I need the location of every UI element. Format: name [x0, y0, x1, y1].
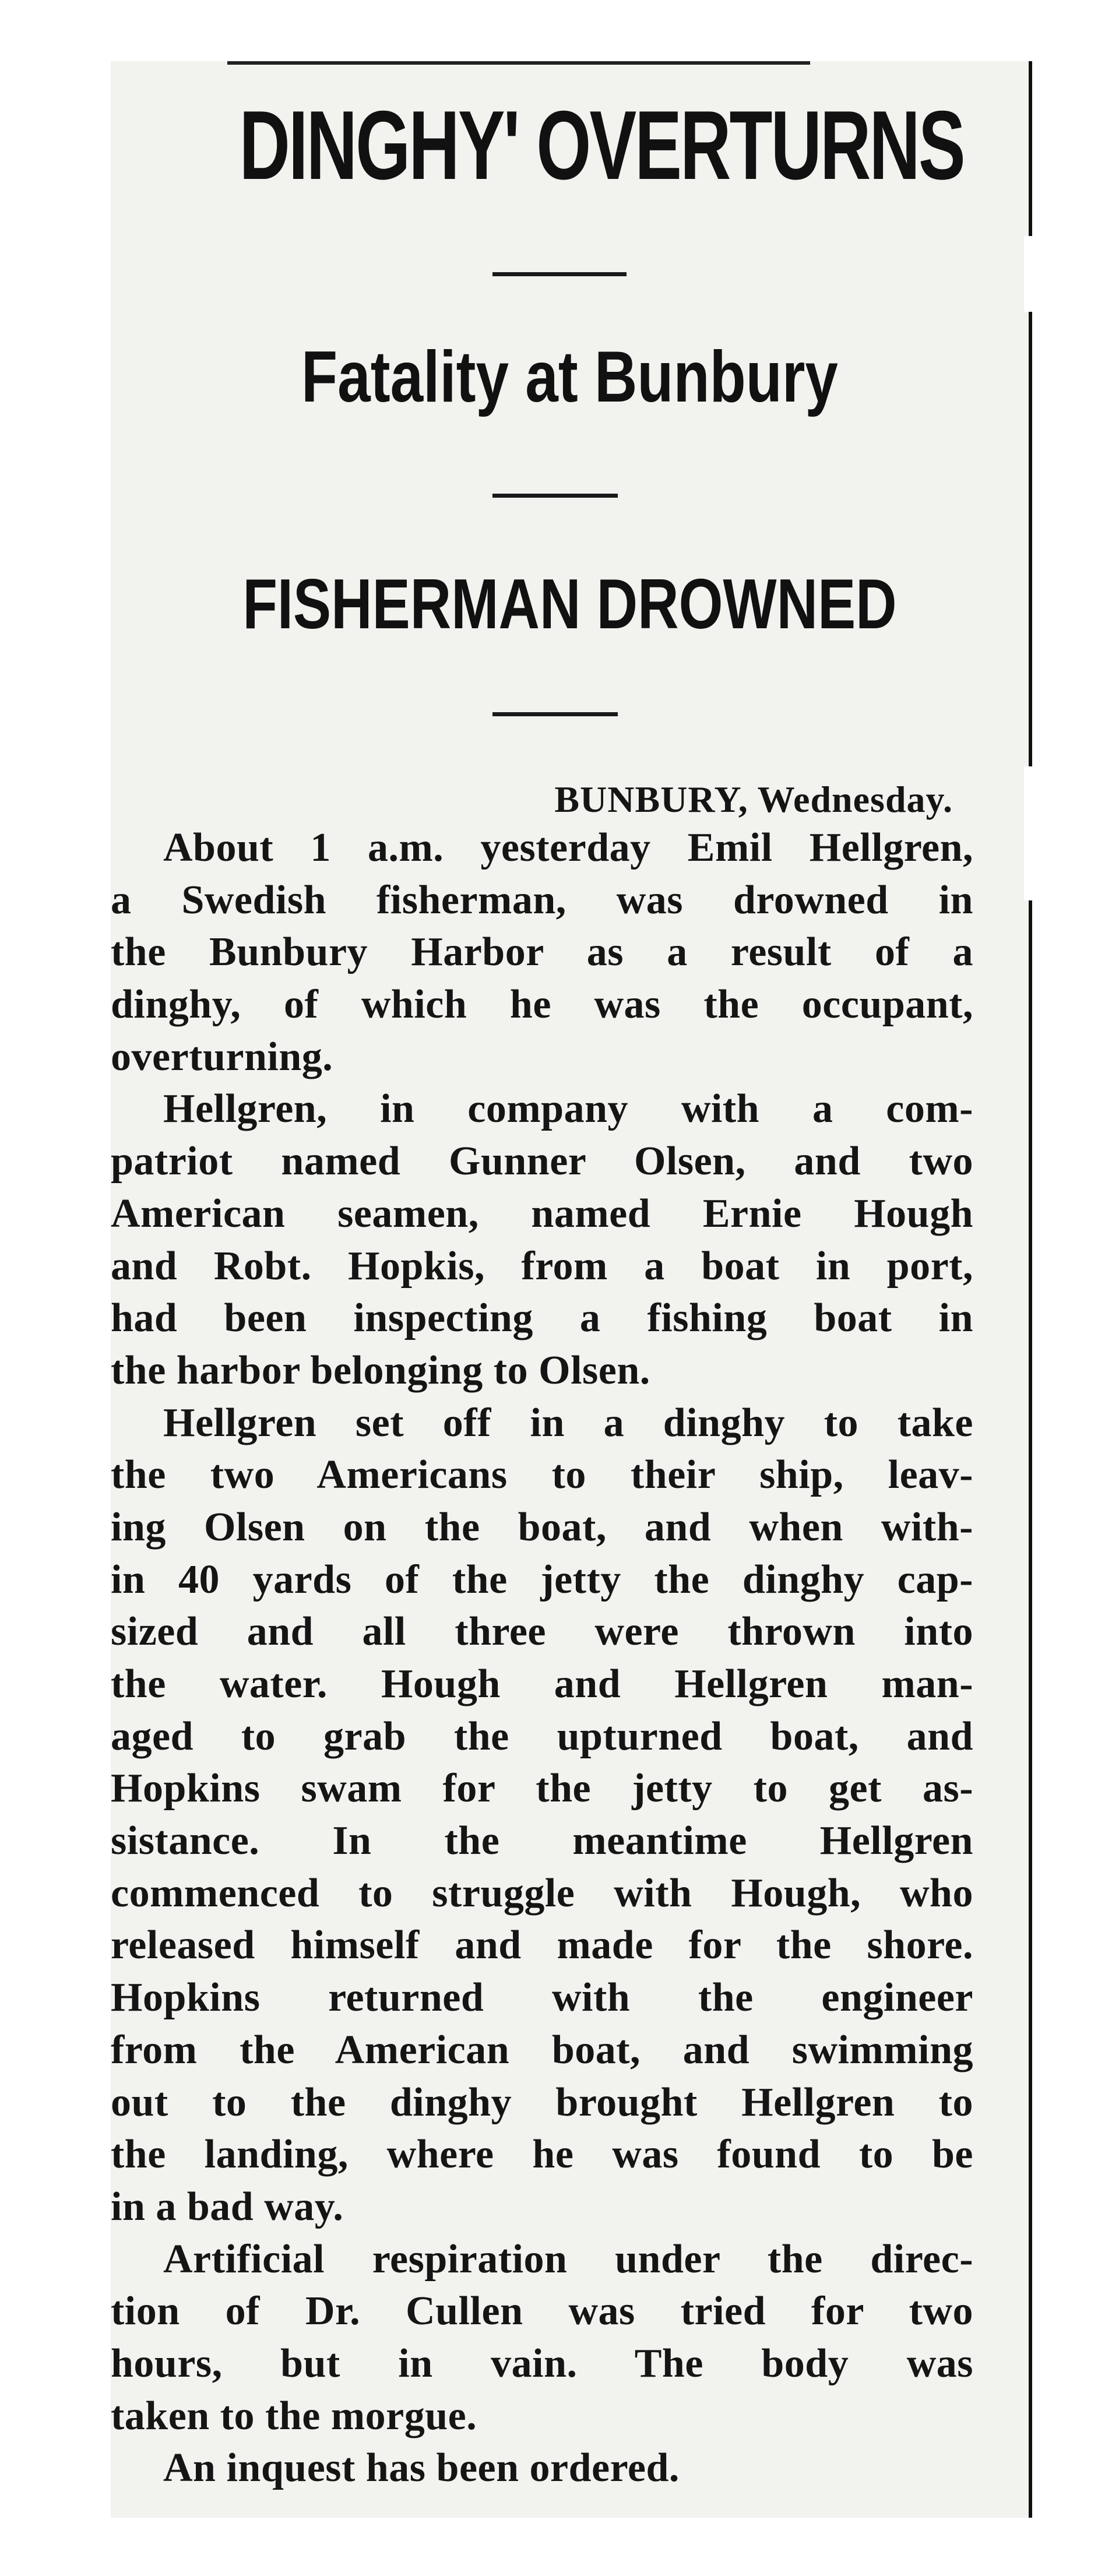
- text-line: dinghy, of which he was the occupant,: [111, 982, 973, 1027]
- separator-dash: [492, 712, 618, 716]
- text-line: the harbor belonging to Olsen.: [111, 1347, 650, 1393]
- text-line: Hellgren, in company with a com-: [163, 1086, 973, 1132]
- text-line: An inquest has been ordered.: [163, 2445, 680, 2491]
- article-body: [111, 822, 973, 2494]
- text-line: in a bad way.: [111, 2184, 344, 2229]
- text-line: hours, but in vain. The body was: [111, 2341, 973, 2386]
- text-line: tion of Dr. Cullen was tried for two: [111, 2289, 973, 2334]
- text-line: the landing, where he was found to be: [111, 2132, 973, 2177]
- text-line: Artificial respiration under the direc-: [163, 2236, 973, 2282]
- text-line: from the American boat, and swimming: [111, 2027, 973, 2072]
- text-line: had been inspecting a fishing boat in: [111, 1296, 973, 1341]
- text-line: released himself and made for the shore.: [111, 1923, 973, 1968]
- text-line: commenced to struggle with Hough, who: [111, 1870, 973, 1916]
- paragraph: [111, 2442, 973, 2494]
- text-line: Hopkins returned with the engineer: [111, 1975, 973, 2021]
- separator-dash: [492, 272, 627, 276]
- text-line: and Robt. Hopkis, from a boat in port,: [111, 1243, 973, 1289]
- column-rule-gap: [1024, 766, 1032, 900]
- headline: DINGHY' OVERTURNS: [239, 90, 964, 200]
- column-rule-gap: [1024, 236, 1032, 312]
- subheadline-fisherman: FISHERMAN DROWNED: [242, 564, 897, 643]
- top-rule: [227, 61, 810, 65]
- subheadline-fatality: Fatality at Bunbury: [301, 337, 838, 417]
- text-line: patriot named Gunner Olsen, and two: [111, 1139, 973, 1184]
- text-line: About 1 a.m. yesterday Emil Hellgren,: [163, 825, 973, 870]
- text-line: ing Olsen on the boat, and when with-: [111, 1504, 973, 1550]
- text-line: the two Americans to their ship, leav-: [111, 1452, 973, 1498]
- text-line: sistance. In the meantime Hellgren: [111, 1818, 973, 1864]
- dateline: BUNBURY, Wednesday.: [554, 779, 953, 820]
- paragraph: [111, 2233, 973, 2443]
- text-line: Hellgren set off in a dinghy to take: [163, 1400, 973, 1445]
- paragraph: [111, 1083, 973, 1396]
- text-line: taken to the morgue.: [111, 2393, 477, 2438]
- newspaper-clipping: [111, 61, 1032, 2518]
- text-line: Hopkins swam for the jetty to get as-: [111, 1766, 973, 1811]
- paragraph: [111, 1397, 973, 2233]
- text-line: American seamen, named Ernie Hough: [111, 1191, 973, 1236]
- text-line: out to the dinghy brought Hellgren to: [111, 2079, 973, 2125]
- text-line: in 40 yards of the jetty the dinghy cap-: [111, 1557, 973, 1602]
- separator-dash: [492, 494, 618, 498]
- text-line: a Swedish fisherman, was drowned in: [111, 877, 973, 923]
- text-line: overturning.: [111, 1034, 333, 1079]
- paragraph: [111, 822, 973, 1083]
- text-line: aged to grab the upturned boat, and: [111, 1713, 973, 1759]
- text-line: sized and all three were thrown into: [111, 1609, 973, 1655]
- text-line: the water. Hough and Hellgren man-: [111, 1662, 973, 1706]
- text-line: the Bunbury Harbor as a result of a: [111, 930, 973, 975]
